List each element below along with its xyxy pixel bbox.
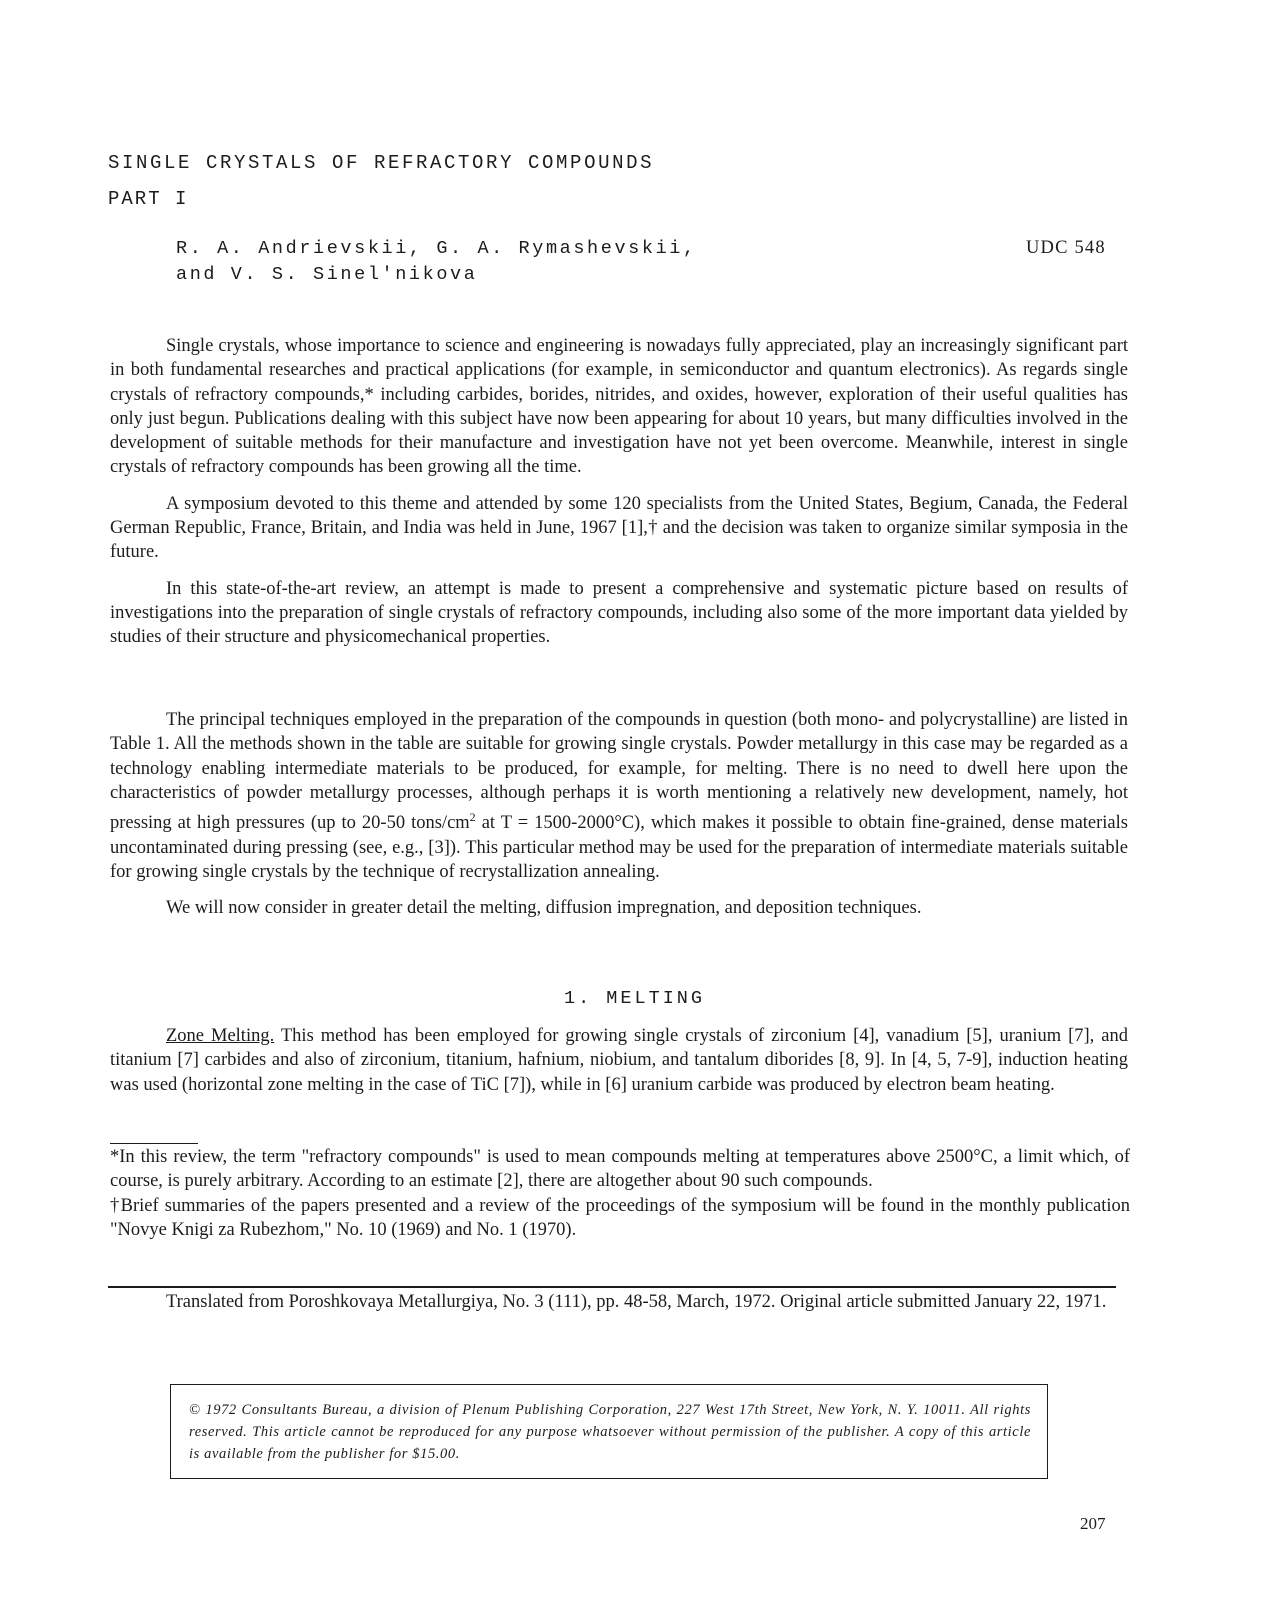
paper-part: PART I	[108, 188, 189, 210]
footnote-rule	[110, 1143, 198, 1144]
zone-melting-text: This method has been employed for growing single crystals of zirconium [4], vanadium [5], uranium [7], and titanium [7] carbides and also of zirconium, titanium, hafnium, niobium, and tantalum diborides [8, 9]. In [4, 5, 7-9], induction heating was used (horizontal zone melting in the case of TiC [7]), while in [6] uranium carbide was produced by electron beam heating.	[110, 1026, 1128, 1095]
footnote-star: *In this review, the term "refractory compounds" is used to mean compounds melting at temperatures above 2500°C, a limit which, of course, is purely arbitrary. According to an estimate [2], there are altogether about 90 such compounds.	[110, 1147, 1130, 1192]
intro-section	[110, 334, 1128, 650]
superscript: 2	[469, 810, 476, 825]
copyright-box	[170, 1384, 1048, 1479]
methods-section	[110, 708, 1128, 921]
zone-melting-paragraph	[110, 1024, 1128, 1097]
copyright-text: © 1972 Consultants Bureau, a division of Plenum Publishing Corporation, 227 West 17th Street, New York, N. Y. 10011. All rights reserved. This article cannot be reproduced for any purpose whatsoever without permission of the publisher. A copy of this article is available from the publisher for $15.00.	[189, 1402, 1031, 1462]
paragraph-5: We will now consider in greater detail the melting, diffusion impregnation, and deposition techniques.	[166, 898, 922, 919]
authors-block	[176, 236, 697, 288]
translation-rule	[108, 1286, 1116, 1288]
authors-line-2: and V. S. Sinel'nikova	[176, 264, 478, 285]
paragraph-4	[110, 708, 1128, 884]
run-in-heading: Zone Melting.	[166, 1026, 275, 1046]
paper-title: SINGLE CRYSTALS OF REFRACTORY COMPOUNDS	[108, 152, 655, 174]
footnotes	[110, 1145, 1130, 1242]
translation-note	[110, 1290, 1110, 1314]
section-heading: 1. MELTING	[563, 988, 706, 1009]
paragraph-4-part-1: The principal techniques employed in the preparation of the compounds in question (both mono- and polycrystalline) are listed in Table 1. All the methods shown in the table are suitable for growing single crystals. Powder metallurgy in this case may be regarded as a technology enabling intermediate materials to be produced, for example, for melting. There is no need to dwell here upon the characteristics of powder metallurgy processes, although perhaps it is worth mentioning a relatively new development, namely, hot pressing at high pressures (up to 20-50 tons/cm	[110, 710, 1128, 834]
page-number: 207	[1080, 1514, 1106, 1533]
udc-code: UDC 548	[1026, 238, 1106, 258]
paragraph-2: A symposium devoted to this theme and attended by some 120 specialists from the United States, Begium, Canada, the Federal German Republic, France, Britain, and India was held in June, 1967 [1],† and the decision was taken to organize similar symposia in the future.	[110, 493, 1128, 563]
zone-melting-section	[110, 1024, 1128, 1097]
translation-text: Translated from Poroshkovaya Metallurgiya, No. 3 (111), pp. 48-58, March, 1972. Original article submitted January 22, 1971.	[166, 1292, 1107, 1312]
paragraph-1: Single crystals, whose importance to science and engineering is nowadays fully appreciated, play an increasingly significant part in both fundamental researches and practical applications (for example, in semiconductor and quantum electronics). As regards single crystals of refractory compounds,* including carbides, borides, nitrides, and oxides, however, exploration of their useful qualities has only just begun. Publications dealing with this subject have now been appearing for about 10 years, but many difficulties involved in the development of suitable methods for their manufacture and investigation have not yet been overcome. Meanwhile, interest in single crystals of refractory compounds has been growing all the time.	[110, 336, 1128, 478]
authors-line-1: R. A. Andrievskii, G. A. Rymashevskii,	[176, 238, 697, 259]
footnote-dagger: †Brief summaries of the papers presented and a review of the proceedings of the symposium will be found in the monthly publication "Novye Knigi za Rubezhom," No. 10 (1969) and No. 1 (1970).	[110, 1195, 1130, 1240]
paragraph-3: In this state-of-the-art review, an attempt is made to present a comprehensive and systematic picture based on results of investigations into the preparation of single crystals of refractory compounds, including also some of the more important data yielded by studies of their structure and physicomechanical properties.	[110, 578, 1128, 648]
paragraph-4-part-2: at T = 1500-2000°C), which makes it possible to obtain fine-grained, dense materials uncontaminated during pressing (see, e.g., [3]). This particular method may be used for the preparation of intermediate materials suitable for growing single crystals by the technique of recrystallization annealing.	[110, 813, 1128, 882]
